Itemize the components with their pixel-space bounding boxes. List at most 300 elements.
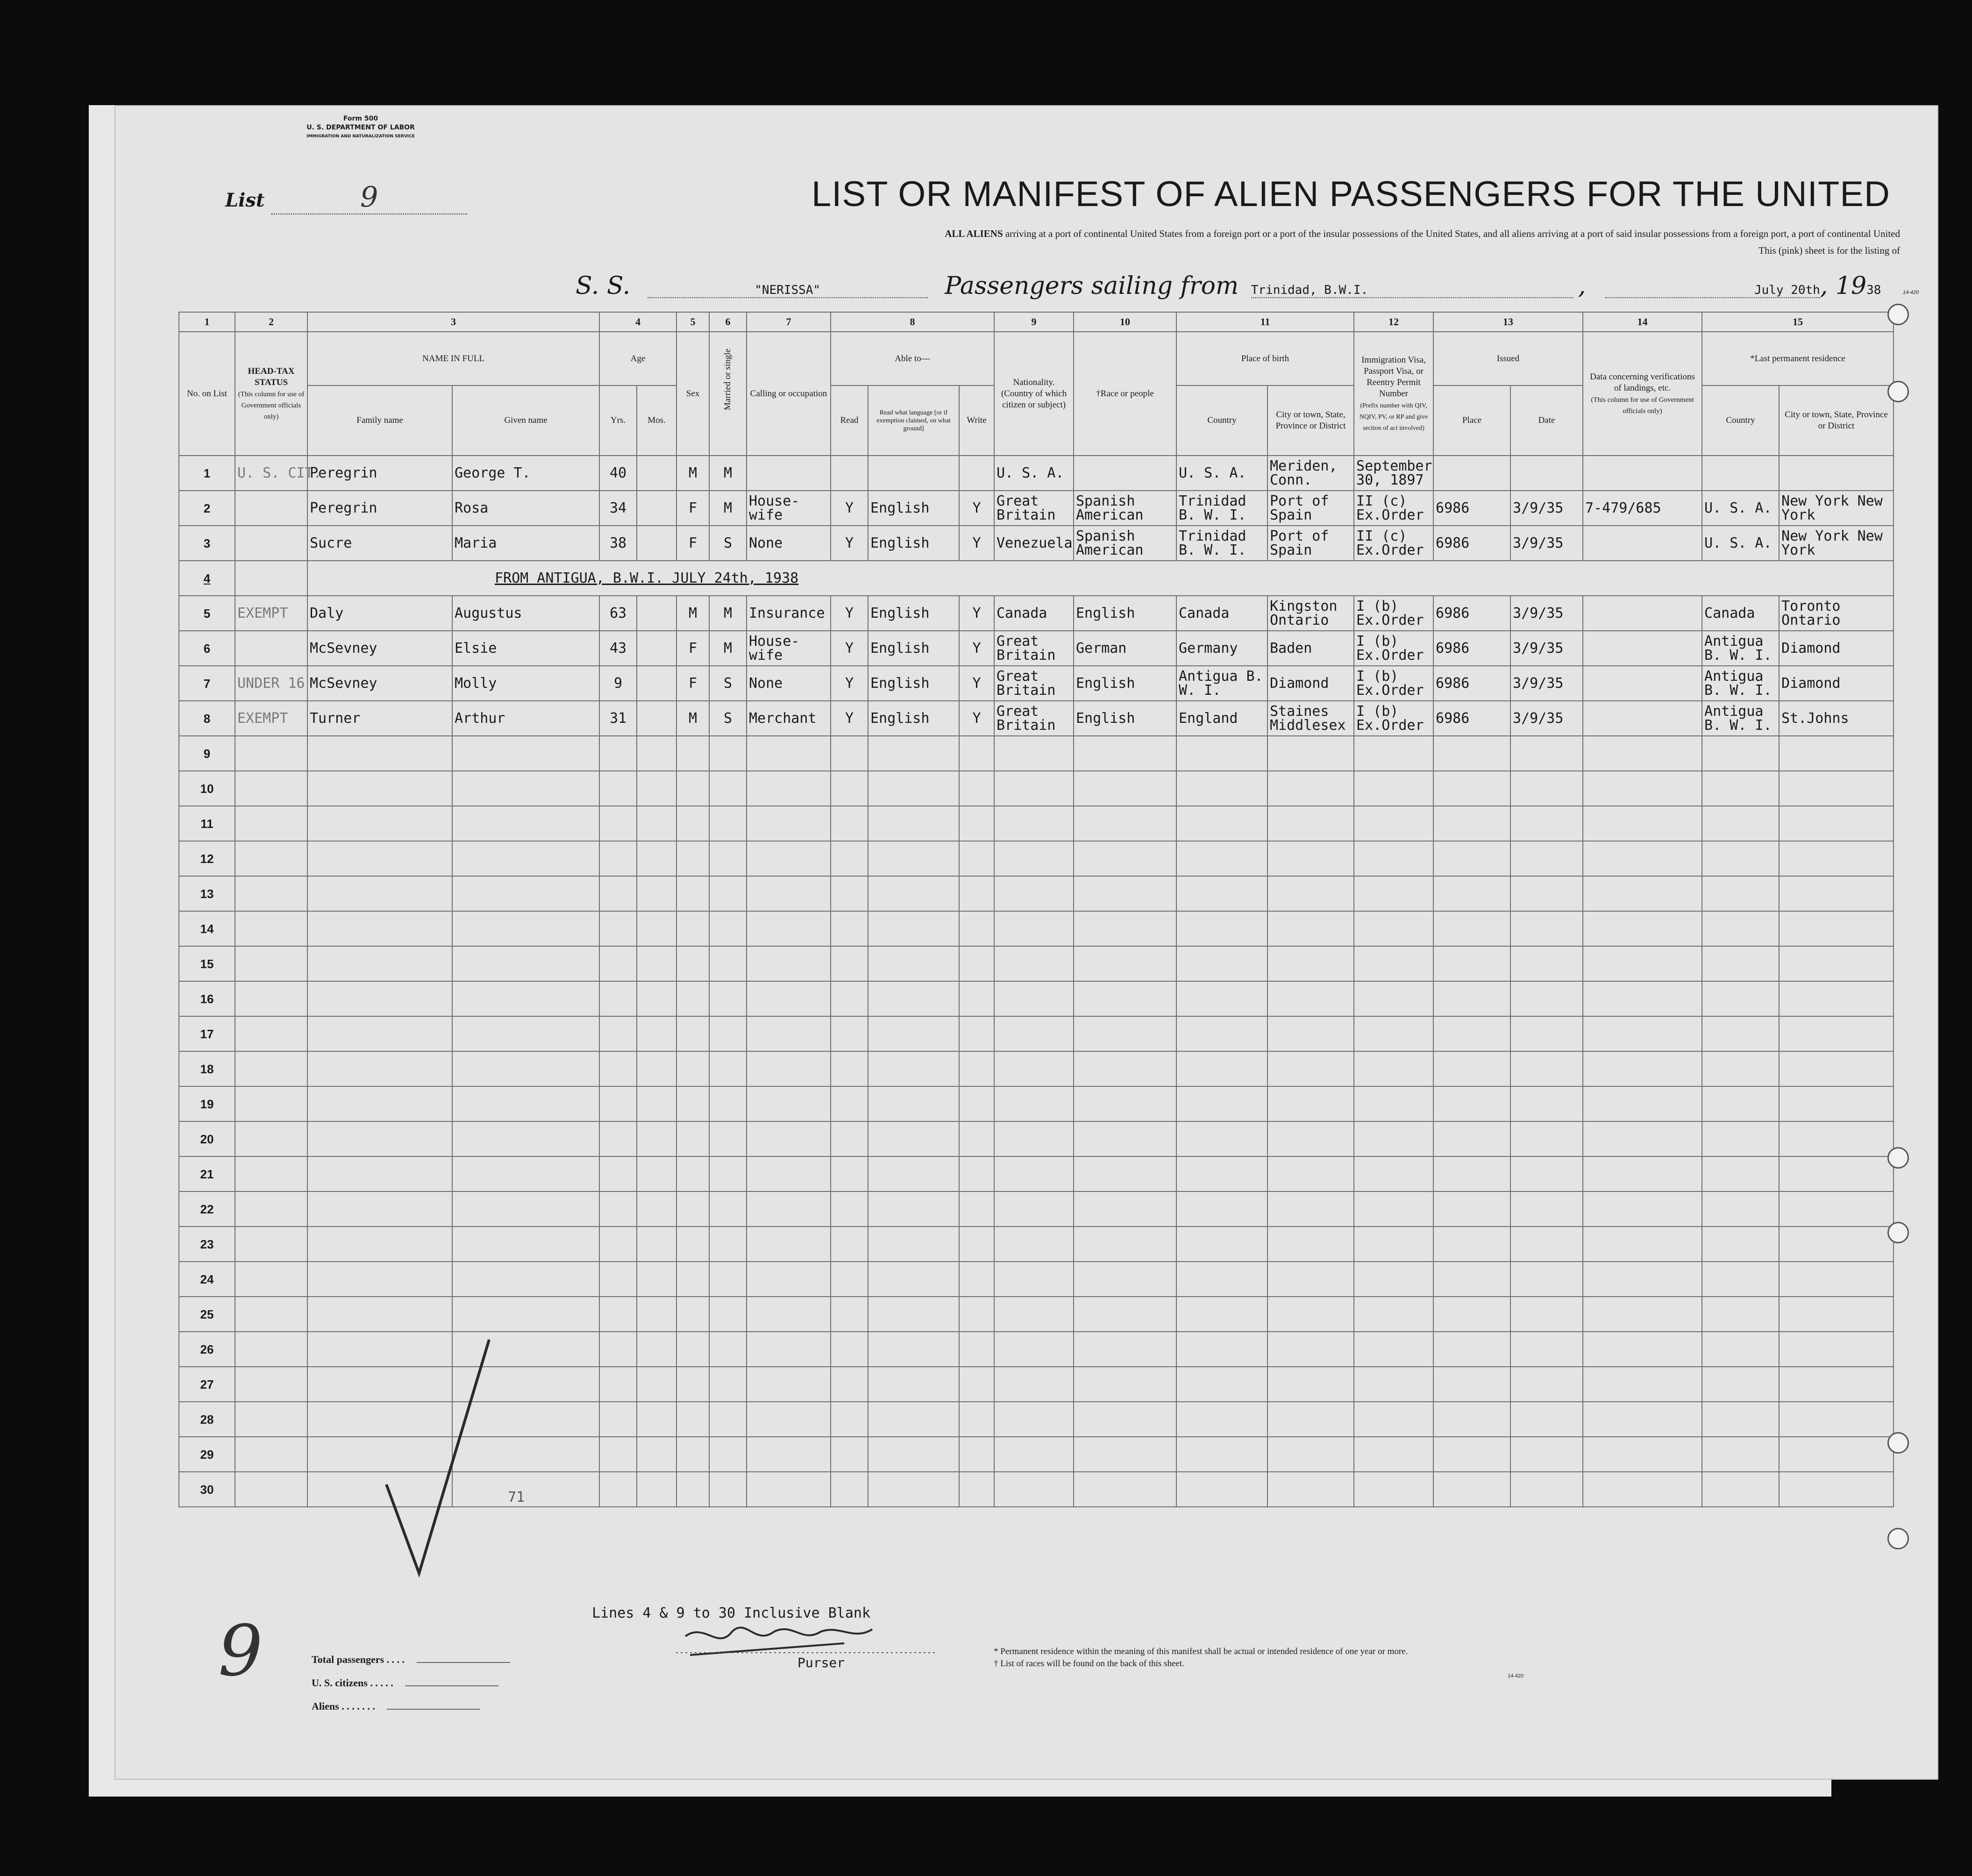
table-row [179, 1156, 1894, 1191]
cell-ms [709, 1472, 747, 1507]
cell-status: U. S. CIT. [235, 456, 307, 491]
cell-status [235, 1367, 307, 1402]
blank-lines-note: Lines 4 & 9 to 30 Inclusive Blank [592, 1605, 871, 1621]
cell-mos [637, 1191, 676, 1227]
line-number: 19 [179, 1086, 235, 1121]
cell-yrs [599, 1191, 637, 1227]
cell-race [1074, 1367, 1176, 1402]
cell-sex [676, 946, 709, 981]
cell-mos [637, 1156, 676, 1191]
cell-nationality: Venezuela [994, 526, 1074, 561]
cell-family [307, 841, 452, 876]
manifest-table [178, 312, 1894, 1507]
cell-read [831, 981, 868, 1016]
cell-write: Y [959, 631, 994, 666]
line-number: 8 [179, 701, 235, 736]
line-number: 21 [179, 1156, 235, 1191]
cell-status [235, 1262, 307, 1297]
cell-res-country: U. S. A. [1702, 491, 1779, 526]
cell-res-country [1702, 1402, 1779, 1437]
cell-yrs: 31 [599, 701, 637, 736]
cell-visa [1354, 1472, 1433, 1507]
cell-verif [1583, 1191, 1702, 1227]
read-language-header: Read what language [or if exemption claimed, on what ground] [868, 385, 959, 456]
cell-date [1510, 1227, 1583, 1262]
cell-birth-country: Trinidad B. W. I. [1176, 526, 1267, 561]
cell-status [235, 561, 307, 596]
line-number: 17 [179, 1016, 235, 1051]
cell-race [1074, 911, 1176, 946]
cell-calling [747, 911, 831, 946]
cell-race [1074, 1051, 1176, 1086]
year-prefix: 19 [1835, 272, 1867, 300]
cell-birth-country [1176, 1402, 1267, 1437]
cell-place [1433, 1086, 1510, 1121]
cell-ms [709, 806, 747, 841]
cell-family [307, 1016, 452, 1051]
cell-place [1433, 1297, 1510, 1332]
line-number: 27 [179, 1367, 235, 1402]
handwritten-total: 9 [218, 1611, 263, 1692]
cell-lang: English [868, 596, 959, 631]
cell-lang [868, 1472, 959, 1507]
cell-race [1074, 1472, 1176, 1507]
cell-calling [747, 736, 831, 771]
birth-country-header: Country [1176, 385, 1267, 456]
cell-mos [637, 911, 676, 946]
cell-write [959, 841, 994, 876]
cell-yrs [599, 1332, 637, 1367]
cell-nationality [994, 1332, 1074, 1367]
cell-mos [637, 631, 676, 666]
cell-ms: M [709, 596, 747, 631]
cell-verif: 7-479/685 [1583, 491, 1702, 526]
cell-date [1510, 876, 1583, 911]
cell-place [1433, 1191, 1510, 1227]
cell-race: English [1074, 666, 1176, 701]
cell-sex [676, 911, 709, 946]
cell-yrs: 63 [599, 596, 637, 631]
cell-nationality [994, 806, 1074, 841]
cell-res-country: Antigua B. W. I. [1702, 666, 1779, 701]
footnotes [994, 1646, 1523, 1682]
cell-place [1433, 806, 1510, 841]
cell-yrs: 38 [599, 526, 637, 561]
cell-res-city [1779, 911, 1894, 946]
line-number: 4 [179, 561, 235, 596]
cell-ms [709, 981, 747, 1016]
cell-calling: Merchant [747, 701, 831, 736]
cell-write [959, 946, 994, 981]
cell-place: 6986 [1433, 631, 1510, 666]
intro-bold: ALL ALIENS [945, 228, 1003, 239]
cell-place [1433, 1472, 1510, 1507]
cell-status [235, 631, 307, 666]
cell-write: Y [959, 701, 994, 736]
cell-birth-city: Diamond [1267, 666, 1354, 701]
cell-mos [637, 981, 676, 1016]
cell-res-city [1779, 1156, 1894, 1191]
cell-read [831, 1437, 868, 1472]
cell-calling [747, 841, 831, 876]
cell-place [1433, 1367, 1510, 1402]
cell-birth-country [1176, 1297, 1267, 1332]
cell-lang [868, 1332, 959, 1367]
cell-calling [747, 1016, 831, 1051]
cell-verif [1583, 456, 1702, 491]
cell-read [831, 946, 868, 981]
given-name-header: Given name [452, 385, 599, 456]
cell-res-city [1779, 1402, 1894, 1437]
table-row [179, 491, 1894, 526]
cell-verif [1583, 1437, 1702, 1472]
line-number: 3 [179, 526, 235, 561]
cell-res-country [1702, 1437, 1779, 1472]
cell-yrs [599, 736, 637, 771]
cell-res-city [1779, 1437, 1894, 1472]
cell-visa [1354, 1262, 1433, 1297]
cell-res-city [1779, 876, 1894, 911]
cell-yrs: 34 [599, 491, 637, 526]
cell-write [959, 876, 994, 911]
cell-status [235, 1016, 307, 1051]
age-header: Age [599, 332, 676, 385]
race-header: †Race or people [1074, 332, 1176, 456]
cell-lang [868, 1402, 959, 1437]
cell-verif [1583, 701, 1702, 736]
column-number: 4 [599, 312, 676, 332]
cell-res-country [1702, 1297, 1779, 1332]
write-header: Write [959, 385, 994, 456]
cell-race: German [1074, 631, 1176, 666]
cell-race [1074, 1156, 1176, 1191]
cell-family [307, 806, 452, 841]
cell-calling [747, 1086, 831, 1121]
cell-family: McSevney [307, 631, 452, 666]
cell-write [959, 771, 994, 806]
cell-res-country [1702, 1472, 1779, 1507]
line-number: 26 [179, 1332, 235, 1367]
cell-birth-country [1176, 1332, 1267, 1367]
cell-status [235, 911, 307, 946]
cell-visa [1354, 1297, 1433, 1332]
cell-nationality: Great Britain [994, 631, 1074, 666]
cell-birth-city [1267, 911, 1354, 946]
cell-mos [637, 1086, 676, 1121]
cell-write [959, 736, 994, 771]
cell-read [831, 771, 868, 806]
cell-given [452, 1086, 599, 1121]
cell-visa [1354, 736, 1433, 771]
cell-given [452, 1191, 599, 1227]
cell-lang [868, 981, 959, 1016]
cell-read [831, 1367, 868, 1402]
cell-date [1510, 1051, 1583, 1086]
cell-yrs [599, 1121, 637, 1156]
cell-date [1510, 946, 1583, 981]
cell-visa [1354, 981, 1433, 1016]
cell-date [1510, 1262, 1583, 1297]
cell-lang [868, 911, 959, 946]
cell-write: Y [959, 526, 994, 561]
cell-res-city [1779, 1227, 1894, 1262]
cell-place: 6986 [1433, 526, 1510, 561]
cell-read [831, 1156, 868, 1191]
cell-nationality [994, 1472, 1074, 1507]
cell-res-country [1702, 981, 1779, 1016]
cell-birth-city [1267, 1472, 1354, 1507]
cell-read: Y [831, 491, 868, 526]
cell-verif [1583, 876, 1702, 911]
cell-lang [868, 736, 959, 771]
cell-write [959, 1437, 994, 1472]
cell-verif [1583, 1367, 1702, 1402]
cell-nationality [994, 1051, 1074, 1086]
cell-birth-city [1267, 1367, 1354, 1402]
line-number: 16 [179, 981, 235, 1016]
table-row [179, 841, 1894, 876]
cell-date: 3/9/35 [1510, 666, 1583, 701]
cell-race [1074, 806, 1176, 841]
cell-given [452, 1016, 599, 1051]
cell-yrs [599, 1051, 637, 1086]
cell-family [307, 1191, 452, 1227]
table-row [179, 1051, 1894, 1086]
cell-read [831, 1051, 868, 1086]
cell-sex [676, 1051, 709, 1086]
ship-name: "NERISSA" [648, 283, 928, 298]
cell-sex: M [676, 456, 709, 491]
cell-sex [676, 1086, 709, 1121]
cell-race [1074, 1121, 1176, 1156]
cell-write [959, 911, 994, 946]
table-row [179, 981, 1894, 1016]
cell-mos [637, 1297, 676, 1332]
table-row [179, 666, 1894, 701]
issued-place-header: Place [1433, 385, 1510, 456]
cell-status [235, 946, 307, 981]
cell-ms [709, 1332, 747, 1367]
cell-date [1510, 1156, 1583, 1191]
cell-res-country [1702, 1367, 1779, 1402]
cell-birth-city [1267, 1402, 1354, 1437]
cell-family: Peregrin [307, 456, 452, 491]
cell-res-country [1702, 1051, 1779, 1086]
cell-date [1510, 841, 1583, 876]
cell-ms [709, 771, 747, 806]
cell-calling [747, 1402, 831, 1437]
cell-read [831, 1121, 868, 1156]
cell-sex [676, 1191, 709, 1227]
cell-ms [709, 1402, 747, 1437]
cell-date: 3/9/35 [1510, 631, 1583, 666]
cell-lang [868, 946, 959, 981]
binder-hole [1887, 1222, 1909, 1243]
cell-visa [1354, 1051, 1433, 1086]
cell-ms [709, 1227, 747, 1262]
cell-sex [676, 876, 709, 911]
cell-birth-country [1176, 1156, 1267, 1191]
cell-calling [747, 876, 831, 911]
cell-status [235, 876, 307, 911]
res-country-header: Country [1702, 385, 1779, 456]
cell-calling [747, 1227, 831, 1262]
cell-mos [637, 876, 676, 911]
cell-calling: Insurance [747, 596, 831, 631]
cell-visa: I (b) Ex.Order [1354, 666, 1433, 701]
cell-sex [676, 1402, 709, 1437]
cell-sex [676, 1121, 709, 1156]
cell-lang [868, 1051, 959, 1086]
cell-birth-country [1176, 1051, 1267, 1086]
cell-given [452, 1227, 599, 1262]
cell-calling [747, 1051, 831, 1086]
intro-line-2: This (pink) sheet is for the listing of [1758, 245, 1900, 256]
cell-status [235, 1297, 307, 1332]
binder-hole [1887, 1147, 1909, 1169]
cell-read [831, 911, 868, 946]
cell-mos [637, 1472, 676, 1507]
cell-res-country [1702, 771, 1779, 806]
cell-res-city: Toronto Ontario [1779, 596, 1894, 631]
cell-verif [1583, 1227, 1702, 1262]
purser-label: Purser [797, 1655, 845, 1670]
cell-ms [709, 911, 747, 946]
cell-sex [676, 981, 709, 1016]
year-suffix: 38 [1866, 283, 1881, 297]
line-number: 2 [179, 491, 235, 526]
cell-given: George T. [452, 456, 599, 491]
cell-res-country: Antigua B. W. I. [1702, 701, 1779, 736]
cell-sex [676, 1227, 709, 1262]
line-number: 18 [179, 1051, 235, 1086]
cell-place [1433, 981, 1510, 1016]
cell-res-city [1779, 1332, 1894, 1367]
cell-lang: English [868, 666, 959, 701]
cell-visa [1354, 911, 1433, 946]
cell-verif [1583, 526, 1702, 561]
cell-read [831, 1402, 868, 1437]
cell-verif [1583, 736, 1702, 771]
cell-write [959, 1016, 994, 1051]
cell-nationality [994, 911, 1074, 946]
cell-status [235, 1191, 307, 1227]
cell-birth-country [1176, 911, 1267, 946]
cell-ms [709, 1262, 747, 1297]
cell-given: Elsie [452, 631, 599, 666]
cell-birth-city [1267, 1297, 1354, 1332]
table-row [179, 1086, 1894, 1121]
cell-write [959, 1297, 994, 1332]
line-number: 7 [179, 666, 235, 701]
cell-birth-city [1267, 876, 1354, 911]
cell-birth-country [1176, 1121, 1267, 1156]
cell-ms: M [709, 456, 747, 491]
cell-res-country [1702, 911, 1779, 946]
head-tax-header [235, 332, 307, 456]
table-row [179, 1262, 1894, 1297]
cell-sex [676, 1016, 709, 1051]
header-row-1 [179, 332, 1894, 385]
cell-family [307, 1156, 452, 1191]
family-name-header: Family name [307, 385, 452, 456]
cell-status [235, 1437, 307, 1472]
cell-res-city: New York New York [1779, 491, 1894, 526]
cell-nationality: Canada [994, 596, 1074, 631]
cell-date [1510, 456, 1583, 491]
cell-nationality [994, 1437, 1074, 1472]
cell-verif [1583, 666, 1702, 701]
footnote-1: * Permanent residence within the meaning of this manifest shall be actual or intended residence of one year or more. [994, 1647, 1408, 1656]
cell-res-country [1702, 1016, 1779, 1051]
corner-code: 14-420 [1902, 290, 1919, 295]
cell-verif [1583, 1156, 1702, 1191]
cell-verif [1583, 946, 1702, 981]
cell-birth-city [1267, 736, 1354, 771]
no-on-list-header: No. on List [179, 332, 235, 456]
cell-lang: English [868, 631, 959, 666]
cell-nationality: Great Britain [994, 491, 1074, 526]
cell-date [1510, 981, 1583, 1016]
cell-birth-city [1267, 1437, 1354, 1472]
table-row [179, 911, 1894, 946]
line-number: 28 [179, 1402, 235, 1437]
cell-date [1510, 1332, 1583, 1367]
calling-header: Calling or occupation [747, 332, 831, 456]
cell-calling: House- wife [747, 631, 831, 666]
cell-birth-country [1176, 841, 1267, 876]
cell-race [1074, 1437, 1176, 1472]
cell-write [959, 1227, 994, 1262]
cell-mos [637, 596, 676, 631]
binder-hole [1887, 1528, 1909, 1549]
place-of-birth-header: Place of birth [1176, 332, 1354, 385]
cell-given: Maria [452, 526, 599, 561]
cell-read: Y [831, 596, 868, 631]
cell-birth-city: Kingston Ontario [1267, 596, 1354, 631]
cell-place [1433, 841, 1510, 876]
line-number: 22 [179, 1191, 235, 1227]
cell-calling [747, 1297, 831, 1332]
cell-mos [637, 1227, 676, 1262]
cell-sex [676, 1437, 709, 1472]
cell-sex: F [676, 631, 709, 666]
cell-verif [1583, 1297, 1702, 1332]
line-number: 20 [179, 1121, 235, 1156]
cell-ms [709, 1086, 747, 1121]
cell-visa [1354, 1402, 1433, 1437]
cell-status [235, 841, 307, 876]
cell-birth-city: Meriden, Conn. [1267, 456, 1354, 491]
cell-calling [747, 1367, 831, 1402]
married-header [709, 332, 747, 456]
cell-birth-city [1267, 841, 1354, 876]
cell-status [235, 806, 307, 841]
table-row [179, 946, 1894, 981]
cell-place [1433, 1121, 1510, 1156]
cell-yrs [599, 1402, 637, 1437]
cell-calling [747, 1472, 831, 1507]
cell-res-city: St.Johns [1779, 701, 1894, 736]
cell-visa [1354, 1016, 1433, 1051]
us-citizens-label: U. S. citizens [312, 1677, 368, 1689]
cell-birth-country: England [1176, 701, 1267, 736]
cell-mos [637, 701, 676, 736]
cell-sex [676, 1156, 709, 1191]
cell-res-country [1702, 841, 1779, 876]
cell-yrs [599, 1297, 637, 1332]
cell-calling [747, 946, 831, 981]
